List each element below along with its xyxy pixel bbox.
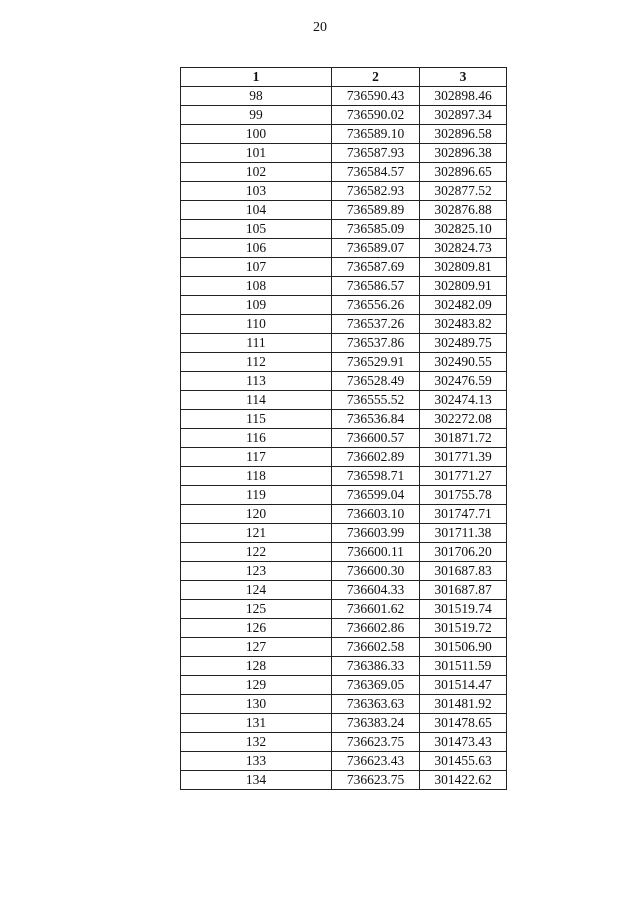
cell-y-coordinate: 302482.09	[420, 296, 507, 315]
cell-y-coordinate: 302490.55	[420, 353, 507, 372]
page-number: 20	[313, 20, 327, 35]
cell-point-number: 127	[181, 638, 332, 657]
cell-y-coordinate: 302897.34	[420, 106, 507, 125]
table-body	[181, 87, 507, 790]
table-row	[181, 619, 507, 638]
cell-point-number: 112	[181, 353, 332, 372]
cell-x-coordinate: 736590.02	[332, 106, 420, 125]
table-row	[181, 125, 507, 144]
cell-point-number: 99	[181, 106, 332, 125]
cell-point-number: 107	[181, 258, 332, 277]
cell-x-coordinate: 736587.93	[332, 144, 420, 163]
table-row	[181, 220, 507, 239]
table-row	[181, 296, 507, 315]
coordinates-table	[180, 67, 507, 790]
cell-y-coordinate: 301455.63	[420, 752, 507, 771]
cell-x-coordinate: 736602.58	[332, 638, 420, 657]
cell-x-coordinate: 736556.26	[332, 296, 420, 315]
cell-y-coordinate: 301473.43	[420, 733, 507, 752]
cell-point-number: 105	[181, 220, 332, 239]
cell-x-coordinate: 736537.26	[332, 315, 420, 334]
cell-x-coordinate: 736601.62	[332, 600, 420, 619]
cell-x-coordinate: 736584.57	[332, 163, 420, 182]
table-row	[181, 410, 507, 429]
cell-y-coordinate: 302474.13	[420, 391, 507, 410]
cell-point-number: 120	[181, 505, 332, 524]
table-row	[181, 391, 507, 410]
table-row	[181, 752, 507, 771]
cell-y-coordinate: 301514.47	[420, 676, 507, 695]
cell-y-coordinate: 301687.87	[420, 581, 507, 600]
table-row	[181, 353, 507, 372]
cell-point-number: 121	[181, 524, 332, 543]
cell-point-number: 129	[181, 676, 332, 695]
cell-y-coordinate: 301511.59	[420, 657, 507, 676]
cell-x-coordinate: 736537.86	[332, 334, 420, 353]
table-row	[181, 87, 507, 106]
cell-y-coordinate: 301422.62	[420, 771, 507, 790]
cell-y-coordinate: 301711.38	[420, 524, 507, 543]
table-row	[181, 182, 507, 201]
cell-y-coordinate: 302824.73	[420, 239, 507, 258]
table-row	[181, 771, 507, 790]
cell-x-coordinate: 736600.57	[332, 429, 420, 448]
cell-point-number: 108	[181, 277, 332, 296]
column-header-x: 2	[332, 68, 420, 87]
cell-y-coordinate: 301747.71	[420, 505, 507, 524]
table-row	[181, 448, 507, 467]
cell-y-coordinate: 301478.65	[420, 714, 507, 733]
cell-y-coordinate: 301771.27	[420, 467, 507, 486]
cell-x-coordinate: 736602.89	[332, 448, 420, 467]
table-row	[181, 657, 507, 676]
cell-y-coordinate: 302877.52	[420, 182, 507, 201]
cell-point-number: 115	[181, 410, 332, 429]
cell-point-number: 116	[181, 429, 332, 448]
cell-x-coordinate: 736369.05	[332, 676, 420, 695]
cell-x-coordinate: 736582.93	[332, 182, 420, 201]
cell-y-coordinate: 302898.46	[420, 87, 507, 106]
cell-x-coordinate: 736623.75	[332, 733, 420, 752]
cell-x-coordinate: 736602.86	[332, 619, 420, 638]
cell-point-number: 118	[181, 467, 332, 486]
cell-x-coordinate: 736603.10	[332, 505, 420, 524]
cell-point-number: 134	[181, 771, 332, 790]
cell-x-coordinate: 736363.63	[332, 695, 420, 714]
cell-point-number: 101	[181, 144, 332, 163]
table-header-row	[181, 68, 507, 87]
cell-point-number: 109	[181, 296, 332, 315]
cell-y-coordinate: 301506.90	[420, 638, 507, 657]
cell-point-number: 110	[181, 315, 332, 334]
table-row	[181, 163, 507, 182]
table-row	[181, 638, 507, 657]
column-header-point: 1	[181, 68, 332, 87]
cell-y-coordinate: 301706.20	[420, 543, 507, 562]
cell-x-coordinate: 736555.52	[332, 391, 420, 410]
table-row	[181, 277, 507, 296]
cell-point-number: 132	[181, 733, 332, 752]
cell-point-number: 125	[181, 600, 332, 619]
cell-point-number: 102	[181, 163, 332, 182]
cell-x-coordinate: 736603.99	[332, 524, 420, 543]
cell-x-coordinate: 736600.11	[332, 543, 420, 562]
cell-x-coordinate: 736589.89	[332, 201, 420, 220]
cell-x-coordinate: 736587.69	[332, 258, 420, 277]
cell-point-number: 106	[181, 239, 332, 258]
cell-y-coordinate: 302489.75	[420, 334, 507, 353]
table-row	[181, 600, 507, 619]
table-row	[181, 258, 507, 277]
cell-x-coordinate: 736585.09	[332, 220, 420, 239]
cell-y-coordinate: 301755.78	[420, 486, 507, 505]
cell-point-number: 124	[181, 581, 332, 600]
table-row	[181, 714, 507, 733]
table-row	[181, 733, 507, 752]
cell-y-coordinate: 302896.65	[420, 163, 507, 182]
table-row	[181, 201, 507, 220]
cell-point-number: 122	[181, 543, 332, 562]
table-row	[181, 562, 507, 581]
cell-y-coordinate: 302483.82	[420, 315, 507, 334]
cell-x-coordinate: 736623.75	[332, 771, 420, 790]
cell-y-coordinate: 301687.83	[420, 562, 507, 581]
table-row	[181, 334, 507, 353]
table-row	[181, 676, 507, 695]
cell-x-coordinate: 736536.84	[332, 410, 420, 429]
cell-y-coordinate: 302876.88	[420, 201, 507, 220]
table-row	[181, 144, 507, 163]
cell-y-coordinate: 302896.58	[420, 125, 507, 144]
cell-point-number: 133	[181, 752, 332, 771]
cell-point-number: 130	[181, 695, 332, 714]
cell-y-coordinate: 301871.72	[420, 429, 507, 448]
cell-x-coordinate: 736589.10	[332, 125, 420, 144]
cell-y-coordinate: 302809.91	[420, 277, 507, 296]
cell-x-coordinate: 736383.24	[332, 714, 420, 733]
cell-point-number: 128	[181, 657, 332, 676]
cell-point-number: 111	[181, 334, 332, 353]
cell-x-coordinate: 736590.43	[332, 87, 420, 106]
table-row	[181, 467, 507, 486]
table-row	[181, 315, 507, 334]
cell-point-number: 104	[181, 201, 332, 220]
cell-x-coordinate: 736598.71	[332, 467, 420, 486]
cell-y-coordinate: 302809.81	[420, 258, 507, 277]
cell-y-coordinate: 302476.59	[420, 372, 507, 391]
table-row	[181, 543, 507, 562]
cell-x-coordinate: 736600.30	[332, 562, 420, 581]
cell-x-coordinate: 736586.57	[332, 277, 420, 296]
cell-point-number: 117	[181, 448, 332, 467]
column-header-y: 3	[420, 68, 507, 87]
cell-x-coordinate: 736386.33	[332, 657, 420, 676]
table-row	[181, 524, 507, 543]
cell-y-coordinate: 301481.92	[420, 695, 507, 714]
table-row	[181, 106, 507, 125]
table-row	[181, 239, 507, 258]
cell-point-number: 126	[181, 619, 332, 638]
cell-point-number: 119	[181, 486, 332, 505]
cell-x-coordinate: 736604.33	[332, 581, 420, 600]
table-row	[181, 581, 507, 600]
cell-x-coordinate: 736528.49	[332, 372, 420, 391]
cell-x-coordinate: 736623.43	[332, 752, 420, 771]
cell-x-coordinate: 736599.04	[332, 486, 420, 505]
cell-point-number: 123	[181, 562, 332, 581]
cell-point-number: 100	[181, 125, 332, 144]
cell-y-coordinate: 301519.74	[420, 600, 507, 619]
cell-point-number: 114	[181, 391, 332, 410]
cell-point-number: 103	[181, 182, 332, 201]
cell-y-coordinate: 301519.72	[420, 619, 507, 638]
cell-point-number: 131	[181, 714, 332, 733]
cell-point-number: 98	[181, 87, 332, 106]
cell-y-coordinate: 302272.08	[420, 410, 507, 429]
table-row	[181, 695, 507, 714]
table-row	[181, 372, 507, 391]
cell-point-number: 113	[181, 372, 332, 391]
table-row	[181, 486, 507, 505]
cell-y-coordinate: 302896.38	[420, 144, 507, 163]
cell-x-coordinate: 736589.07	[332, 239, 420, 258]
cell-y-coordinate: 301771.39	[420, 448, 507, 467]
cell-x-coordinate: 736529.91	[332, 353, 420, 372]
table-row	[181, 505, 507, 524]
cell-y-coordinate: 302825.10	[420, 220, 507, 239]
table-row	[181, 429, 507, 448]
